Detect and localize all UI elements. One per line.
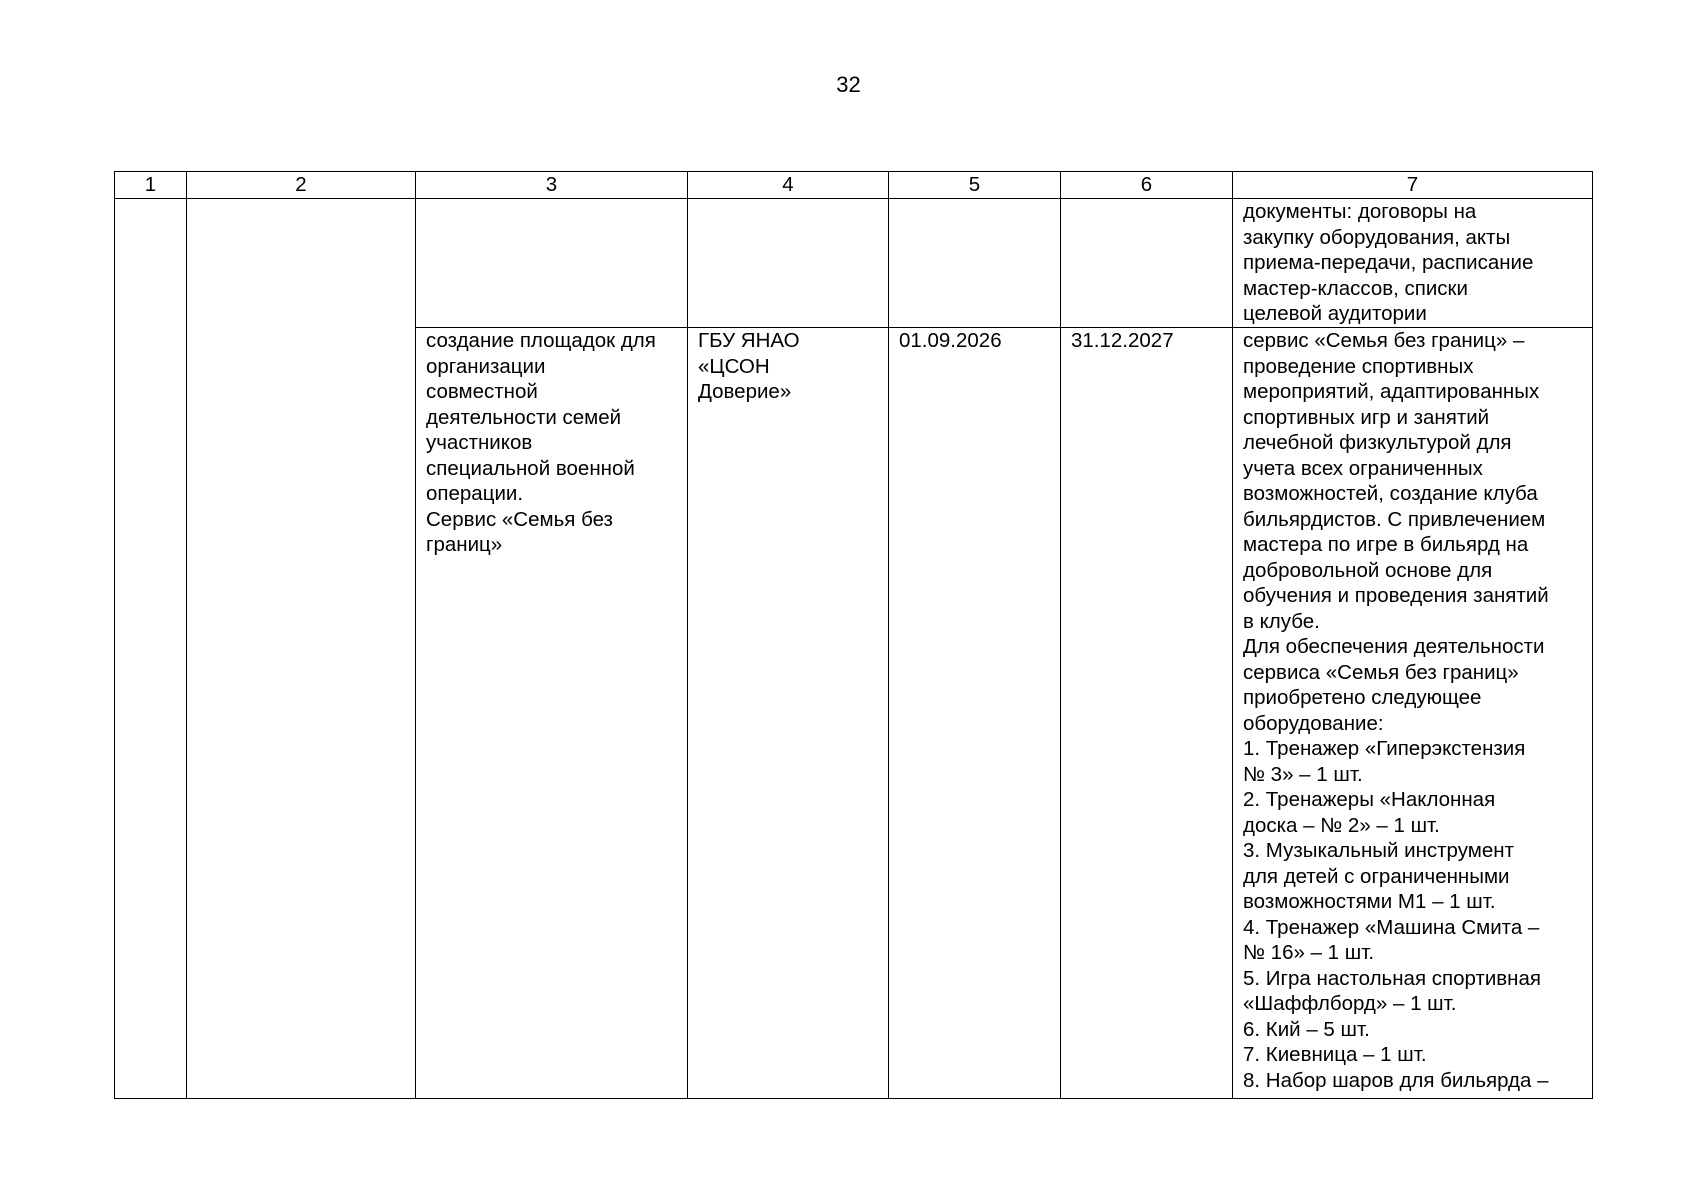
text-line: Для обеспечения деятельности (1243, 635, 1545, 658)
text-line: совместной (426, 380, 538, 403)
text-line: 5. Игра настольная спортивная (1243, 966, 1542, 990)
text-line: бильярдистов. С привлечением (1243, 507, 1546, 531)
cell-col3-activity (416, 328, 688, 1099)
text-line: проведение спортивных (1243, 354, 1474, 378)
text-line: Доверие» (698, 380, 792, 403)
column-header-1: 1 (115, 172, 187, 199)
text-line: границ» (426, 533, 503, 556)
text-line: деятельности семей (426, 405, 622, 429)
text-line: учета всех ограниченных (1243, 456, 1483, 480)
text-line: сервис «Семья без границ» – (1243, 329, 1525, 352)
cell-col7-documents (1233, 199, 1593, 328)
table-row-continued (115, 199, 1593, 328)
text-line: возможностями М1 – 1 шт. (1243, 890, 1496, 913)
column-header-3: 3 (416, 172, 688, 199)
text-line: мастера по игре в бильярд на (1243, 533, 1529, 556)
cell-col7-result (1233, 328, 1593, 1099)
text-line: 3. Музыкальный инструмент (1243, 839, 1514, 862)
text-line: № 3» – 1 шт. (1243, 762, 1363, 786)
text-line: мероприятий, адаптированных (1243, 380, 1540, 403)
text-line: 7. Киевница – 1 шт. (1243, 1043, 1427, 1066)
cell-col5-empty (889, 199, 1061, 328)
text-line: 4. Тренажер «Машина Смита – (1243, 915, 1540, 939)
document-table (114, 171, 1593, 1099)
text-line: в клубе. (1243, 609, 1320, 633)
text-line: операции. (426, 482, 524, 505)
text-line: добровольной основе для (1243, 558, 1493, 582)
text-line: сервиса «Семья без границ» (1243, 660, 1519, 684)
text-line: участников (426, 431, 533, 454)
text-line: возможностей, создание клуба (1243, 482, 1538, 505)
text-line: оборудование: (1243, 711, 1384, 735)
table-header-row (115, 172, 1593, 199)
cell-col2-task (187, 199, 416, 1099)
text-line: для детей с ограниченными (1243, 864, 1510, 888)
text-line: спортивных игр и занятий (1243, 405, 1490, 429)
text-line: документы: договоры на (1243, 200, 1477, 223)
cell-col6-end-date: 31.12.2027 (1061, 328, 1233, 1099)
cell-col6-empty (1061, 199, 1233, 328)
text-line: лечебной физкультурой для (1243, 431, 1512, 454)
text-line: Сервис «Семья без (426, 507, 613, 531)
text-line: создание площадок для (426, 329, 656, 352)
text-line: 2. Тренажеры «Наклонная (1243, 788, 1496, 811)
text-line: приема-передачи, расписание (1243, 251, 1534, 274)
text-line: приобретено следующее (1243, 686, 1482, 709)
text-line: «Шаффлборд» – 1 шт. (1243, 992, 1457, 1015)
text-line: закупку оборудования, акты (1243, 225, 1511, 249)
column-header-4: 4 (688, 172, 889, 199)
text-line: 8. Набор шаров для бильярда – (1243, 1068, 1549, 1092)
text-line: обучения и проведения занятий (1243, 584, 1549, 607)
cell-col5-start-date: 01.09.2026 (889, 328, 1061, 1099)
cell-col1-number (115, 199, 187, 1099)
text-line: «ЦСОН (698, 354, 770, 378)
text-line: мастер-классов, списки (1243, 276, 1468, 300)
text-line: ГБУ ЯНАО (698, 329, 800, 352)
text-line: доска – № 2» – 1 шт. (1243, 813, 1440, 837)
text-line: организации (426, 354, 546, 378)
cell-col4-empty (688, 199, 889, 328)
text-line: № 16» – 1 шт. (1243, 941, 1375, 964)
text-line: специальной военной (426, 456, 635, 480)
text-line: 6. Кий – 5 шт. (1243, 1017, 1370, 1041)
text-line: 1. Тренажер «Гиперэкстензия (1243, 737, 1526, 760)
cell-col3-empty (416, 199, 688, 328)
cell-col4-organization (688, 328, 889, 1099)
column-header-7: 7 (1233, 172, 1593, 199)
column-header-5: 5 (889, 172, 1061, 199)
text-line: целевой аудитории (1243, 302, 1427, 325)
page-number: 32 (836, 72, 861, 97)
column-header-6: 6 (1061, 172, 1233, 199)
column-header-2: 2 (187, 172, 416, 199)
